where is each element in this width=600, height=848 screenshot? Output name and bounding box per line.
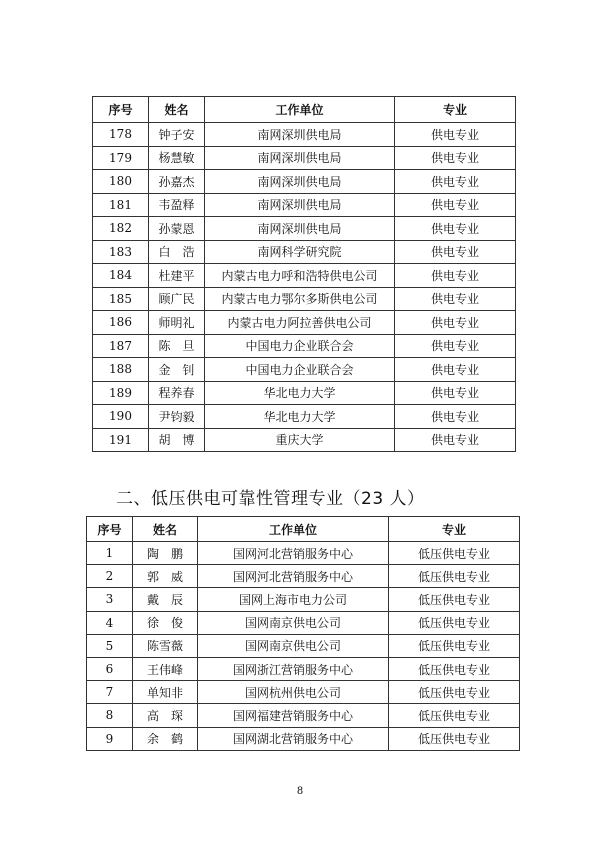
cell-employer: 南网深圳供电局 (205, 123, 395, 147)
table-row (93, 287, 516, 311)
table-row (93, 334, 516, 358)
cell-specialty: 低压供电专业 (389, 657, 520, 680)
cell-seq: 179 (93, 146, 149, 170)
cell-seq: 3 (87, 588, 133, 611)
cell-name: 程养春 (149, 381, 205, 405)
cell-name: 王伟峰 (133, 657, 198, 680)
cell-seq: 4 (87, 611, 133, 634)
cell-specialty: 低压供电专业 (389, 634, 520, 657)
cell-seq: 190 (93, 405, 149, 429)
col-header-employer: 工作单位 (205, 97, 395, 123)
cell-specialty: 低压供电专业 (389, 542, 520, 565)
cell-specialty: 供电专业 (395, 381, 516, 405)
table-row (93, 428, 516, 452)
col-header-name: 姓名 (133, 517, 198, 542)
cell-specialty: 供电专业 (395, 311, 516, 335)
table-row (87, 657, 520, 680)
cell-specialty: 供电专业 (395, 123, 516, 147)
cell-seq: 182 (93, 217, 149, 241)
cell-seq: 181 (93, 193, 149, 217)
cell-name: 孙蒙恩 (149, 217, 205, 241)
cell-name: 金 钊 (149, 358, 205, 382)
cell-name: 顾广民 (149, 287, 205, 311)
cell-employer: 内蒙古电力鄂尔多斯供电公司 (205, 287, 395, 311)
table-header-row (93, 97, 516, 123)
cell-specialty: 供电专业 (395, 240, 516, 264)
cell-employer: 国网福建营销服务中心 (198, 704, 389, 727)
cell-employer: 中国电力企业联合会 (205, 358, 395, 382)
cell-seq: 9 (87, 727, 133, 750)
table-row (93, 146, 516, 170)
cell-specialty: 供电专业 (395, 217, 516, 241)
cell-employer: 南网深圳供电局 (205, 146, 395, 170)
cell-employer: 华北电力大学 (205, 405, 395, 429)
cell-employer: 国网河北营销服务中心 (198, 542, 389, 565)
cell-name: 高 琛 (133, 704, 198, 727)
table-row (93, 240, 516, 264)
cell-employer: 国网杭州供电公司 (198, 681, 389, 704)
cell-specialty: 低压供电专业 (389, 681, 520, 704)
cell-name: 白 浩 (149, 240, 205, 264)
cell-name: 陈 旦 (149, 334, 205, 358)
col-header-employer: 工作单位 (198, 517, 389, 542)
table-row (87, 704, 520, 727)
table-row (87, 634, 520, 657)
table-header-row (87, 517, 520, 542)
table-row (93, 217, 516, 241)
cell-name: 杜建平 (149, 264, 205, 288)
cell-employer: 重庆大学 (205, 428, 395, 452)
cell-name: 钟子安 (149, 123, 205, 147)
table-row (87, 611, 520, 634)
cell-name: 陶 鹏 (133, 542, 198, 565)
table-row (87, 565, 520, 588)
col-header-specialty: 专业 (389, 517, 520, 542)
table-row (93, 311, 516, 335)
cell-employer: 内蒙古电力呼和浩特供电公司 (205, 264, 395, 288)
cell-specialty: 低压供电专业 (389, 611, 520, 634)
cell-name: 郭 威 (133, 565, 198, 588)
cell-employer: 南网深圳供电局 (205, 217, 395, 241)
cell-seq: 2 (87, 565, 133, 588)
table-row (87, 542, 520, 565)
specialist-table-low-voltage (86, 516, 520, 751)
table-row (93, 358, 516, 382)
table-row (87, 588, 520, 611)
table-row (93, 170, 516, 194)
cell-name: 孙嘉杰 (149, 170, 205, 194)
cell-employer: 南网科学研究院 (205, 240, 395, 264)
cell-specialty: 供电专业 (395, 334, 516, 358)
table-row (93, 405, 516, 429)
cell-name: 单知非 (133, 681, 198, 704)
cell-specialty: 低压供电专业 (389, 704, 520, 727)
cell-name: 余 鹤 (133, 727, 198, 750)
cell-seq: 188 (93, 358, 149, 382)
cell-name: 尹钧毅 (149, 405, 205, 429)
cell-specialty: 供电专业 (395, 405, 516, 429)
cell-seq: 6 (87, 657, 133, 680)
cell-employer: 中国电力企业联合会 (205, 334, 395, 358)
cell-specialty: 低压供电专业 (389, 565, 520, 588)
cell-employer: 南网深圳供电局 (205, 193, 395, 217)
cell-employer: 国网湖北营销服务中心 (198, 727, 389, 750)
specialist-table-power-supply (92, 96, 516, 452)
cell-name: 徐 俊 (133, 611, 198, 634)
cell-specialty: 供电专业 (395, 428, 516, 452)
cell-seq: 189 (93, 381, 149, 405)
cell-specialty: 供电专业 (395, 146, 516, 170)
cell-employer: 南网深圳供电局 (205, 170, 395, 194)
cell-employer: 国网南京供电公司 (198, 611, 389, 634)
table-row (93, 264, 516, 288)
cell-seq: 1 (87, 542, 133, 565)
cell-employer: 华北电力大学 (205, 381, 395, 405)
cell-specialty: 供电专业 (395, 358, 516, 382)
cell-seq: 185 (93, 287, 149, 311)
col-header-seq: 序号 (87, 517, 133, 542)
cell-specialty: 低压供电专业 (389, 727, 520, 750)
cell-name: 韦盈释 (149, 193, 205, 217)
table-row (93, 193, 516, 217)
cell-employer: 国网南京供电公司 (198, 634, 389, 657)
cell-specialty: 低压供电专业 (389, 588, 520, 611)
cell-name: 杨慧敏 (149, 146, 205, 170)
cell-specialty: 供电专业 (395, 193, 516, 217)
cell-seq: 5 (87, 634, 133, 657)
table-row (87, 681, 520, 704)
cell-seq: 8 (87, 704, 133, 727)
cell-seq: 187 (93, 334, 149, 358)
cell-seq: 184 (93, 264, 149, 288)
cell-name: 师明礼 (149, 311, 205, 335)
cell-seq: 180 (93, 170, 149, 194)
table-row (93, 123, 516, 147)
section-title-low-voltage: 二、低压供电可靠性管理专业（23 人） (116, 489, 425, 509)
cell-specialty: 供电专业 (395, 170, 516, 194)
cell-seq: 7 (87, 681, 133, 704)
cell-specialty: 供电专业 (395, 264, 516, 288)
cell-specialty: 供电专业 (395, 287, 516, 311)
cell-name: 戴 辰 (133, 588, 198, 611)
cell-employer: 国网河北营销服务中心 (198, 565, 389, 588)
cell-employer: 内蒙古电力阿拉善供电公司 (205, 311, 395, 335)
table-row (87, 727, 520, 750)
cell-employer: 国网浙江营销服务中心 (198, 657, 389, 680)
col-header-name: 姓名 (149, 97, 205, 123)
col-header-specialty: 专业 (395, 97, 516, 123)
cell-name: 陈雪薇 (133, 634, 198, 657)
cell-seq: 191 (93, 428, 149, 452)
cell-seq: 178 (93, 123, 149, 147)
cell-employer: 国网上海市电力公司 (198, 588, 389, 611)
cell-name: 胡 博 (149, 428, 205, 452)
table-row (93, 381, 516, 405)
page-number: 8 (296, 786, 304, 797)
col-header-seq: 序号 (93, 97, 149, 123)
cell-seq: 186 (93, 311, 149, 335)
cell-seq: 183 (93, 240, 149, 264)
